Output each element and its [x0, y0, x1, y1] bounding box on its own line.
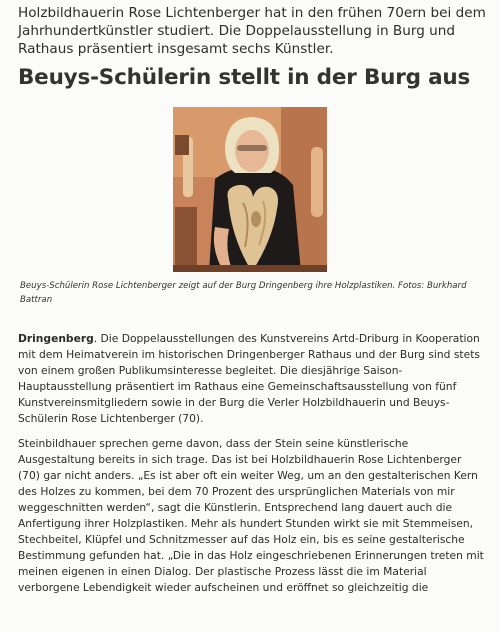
- article-photo: [173, 107, 327, 272]
- article-subheadline: Holzbildhauerin Rose Lichtenberger hat in den frühen 70ern bei dem Jahrhundertkünstler studiert. Die Doppelausstellung in Burg und Rathaus präsentiert insgesamt sechs Künstler.: [18, 5, 486, 57]
- photo-caption: Beuys-Schülerin Rose Lichtenberger zeigt auf der Burg Dringenberg ihre Holzplastiken. Fotos: Burkhard Battran: [20, 281, 467, 305]
- paragraph-text: . Die Doppelausstellungen des Kunstvereins Artd-Driburg in Kooperation mit dem Heimatverein im historischen Dringenberger Rathaus und der Burg sind stets von einem großen Publikumsinteresse begleitet. Die diesjährige Saison-Hauptausstellung präsentiert im Rathaus eine Gemeinschaftsausstellung von fünf Kunstvereinsmitgliedern sowie in der Burg die Verler Holzbildhauerin und Beuys-Schülerin Rose Lichtenberger (70).: [18, 332, 480, 425]
- article-paragraph: [18, 331, 486, 427]
- dateline: Dringenberg: [18, 332, 94, 345]
- article-body: [18, 331, 486, 605]
- article-headline: Beuys-Schülerin stellt in der Burg aus: [18, 65, 471, 90]
- article-paragraph: Steinbildhauer sprechen gerne davon, dass der Stein seine künstlerische Ausgestaltung bereits in sich trage. Das ist bei Holzbildhauerin Rose Lichtenberger (70) gar nicht anders. „Es ist aber oft ein weiter Weg, um an den gestalterischen Kern des Holzes zu kommen, bei dem 70 Prozent des ursprünglichen Materials von mir weggeschnitten werden“, sagt die Künstlerin. Entsprechend lang dauert auch die Anfertigung ihrer Holzplastiken. Mehr als hundert Stunden wirkt sie mit Stemmeisen, Stechbeitel, Klüpfel und Schnitzmesser auf das Holz ein, bis es seine gestalterische Bestimmung gefunden hat. „Die in das Holz eingeschriebenen Erinnerungen treten mit meinen eigenen in einen Dialog. Der plastische Prozess lässt die im Material verborgene Lebendigkeit wieder aufscheinen und eröffnet so gleichzeitig die: [18, 437, 484, 594]
